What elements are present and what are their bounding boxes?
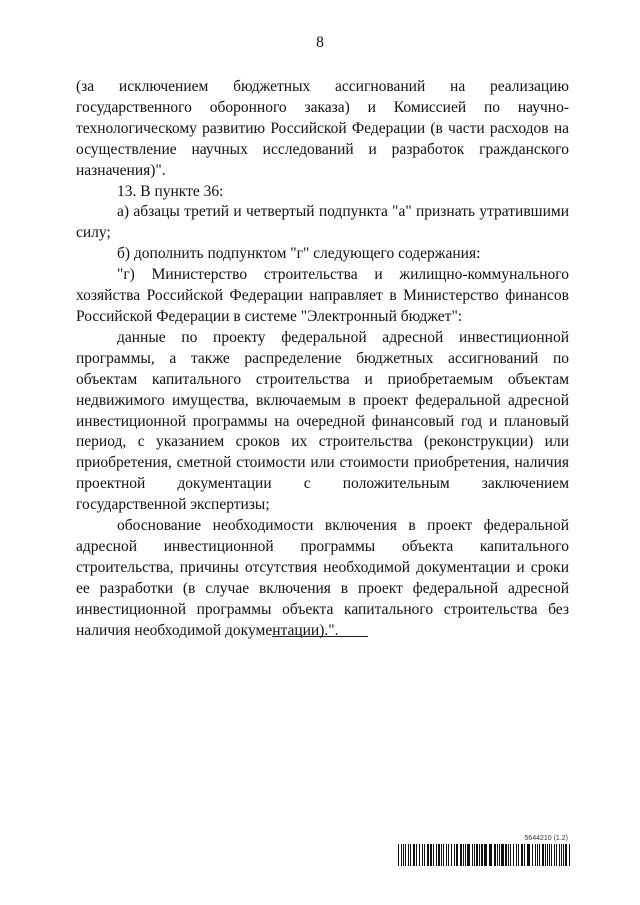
- paragraph-1: 13. В пункте 36:: [117, 182, 224, 200]
- page-number: 8: [316, 34, 324, 51]
- paragraph-0: (за исключением бюджетных ассигнований на реализацию государственного оборонного заказа) и Комиссией по научно-технологическому развитию Российской Федерации (в части расходов на осуществление научных исследований и разработок гражданского назначения)".: [76, 78, 569, 179]
- paragraph-2: а) абзацы третий и четвертый подпункта "а" признать утратившими силу;: [76, 203, 569, 242]
- end-separator-line: [272, 636, 368, 637]
- paragraph-5: данные по проекту федеральной адресной инвестиционной программы, а также распределение бюджетных ассигнований по объектам капитального строительства и приобретаемым объектам недвижимого имущества, включаемым в проект федеральной адресной инвестиционной программы на очередной финансовый год и плановый период, с указанием сроков их строительства (реконструкции) или приобретения, сметной стоимости или стоимости приобретения, наличия проектной документации с положительным заключением государственной экспертизы;: [76, 328, 569, 514]
- barcode-icon: [398, 844, 570, 866]
- paragraph-6: обоснование необходимости включения в проект федеральной адресной инвестиционной программы объекта капитального строительства, причины отсутствия необходимой документации и сроки ее разработки (в случае включения в проект федеральной адресной инвестиционной программы объекта капитального строительства без наличия необходимой документации).".: [76, 517, 569, 639]
- paragraph-3: б) дополнить подпунктом "г" следующего содержания:: [117, 245, 481, 263]
- document-body: [76, 77, 569, 641]
- document-code: 5644210 (1.2): [524, 835, 568, 842]
- paragraph-4: "г) Министерство строительства и жилищно-коммунального хозяйства Российской Федерации направляет в Министерство финансов Российской Федерации в системе "Электронный бюджет":: [76, 266, 569, 325]
